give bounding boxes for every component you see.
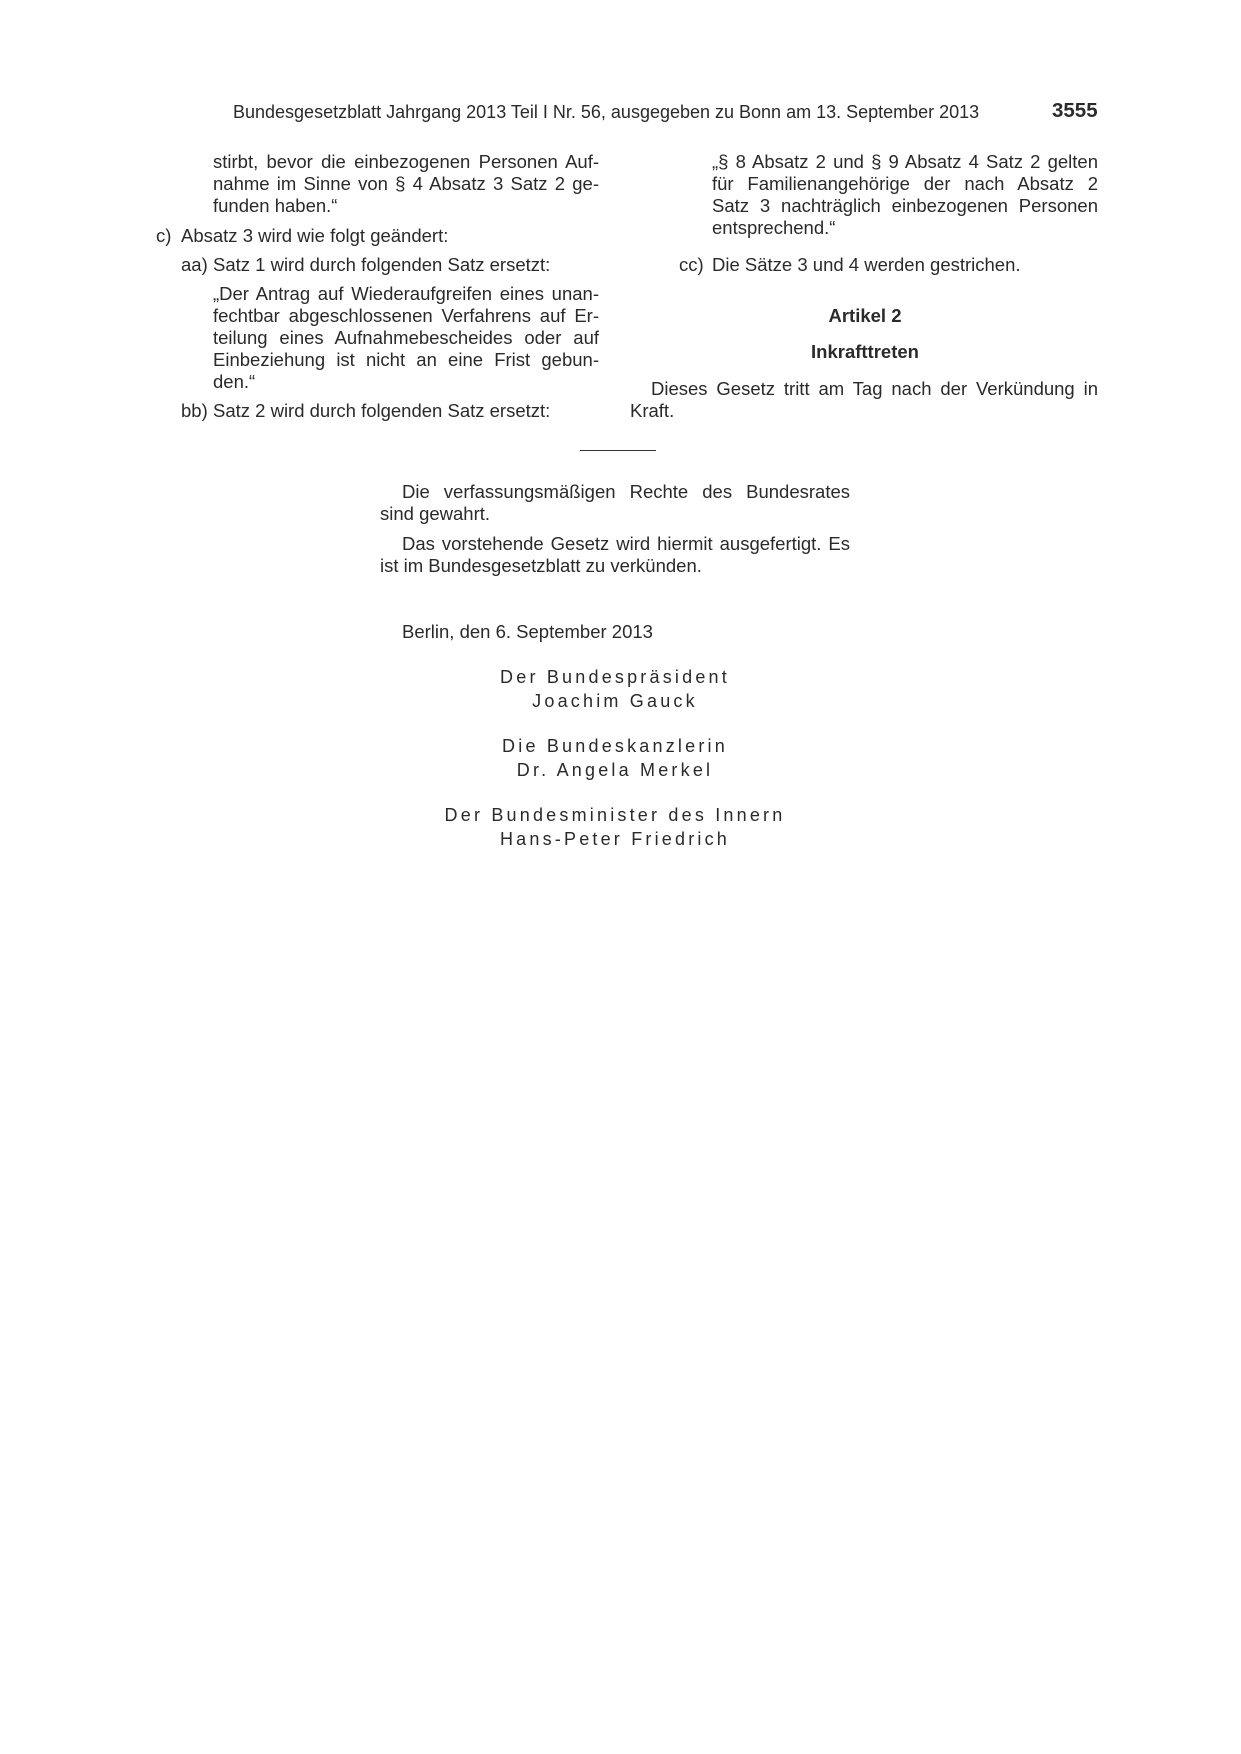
item-cc-text: Die Sätze 3 und 4 werden gestrichen.	[712, 254, 1021, 275]
article-heading: Artikel 2	[828, 305, 902, 326]
page-number: 3555	[1052, 99, 1098, 122]
quote-line: für Familienangehörige der nach Absatz 2	[712, 173, 1098, 194]
continuation-line: funden haben.“	[213, 195, 338, 216]
article-text-line: Kraft.	[630, 400, 675, 421]
item-bb-marker: bb)	[181, 400, 208, 421]
item-aa-marker: aa)	[181, 254, 208, 275]
quote-line: „§ 8 Absatz 2 und § 9 Absatz 4 Satz 2 gelten	[712, 151, 1098, 172]
quote-line: teilung eines Aufnahmebescheides oder auf	[213, 327, 599, 348]
item-cc-marker: cc)	[679, 254, 704, 275]
signature-name: Dr. Angela Merkel	[516, 760, 714, 780]
closing-line: ist im Bundesgesetzblatt zu verkünden.	[380, 555, 702, 576]
signature-name: Hans-Peter Friedrich	[499, 829, 731, 849]
article-title: Inkrafttreten	[811, 341, 919, 362]
continuation-line: nahme im Sinne von § 4 Absatz 3 Satz 2 ge-	[213, 173, 599, 194]
signature-title: Der Bundespräsident	[500, 667, 730, 687]
quote-line: fechtbar abgeschlossenen Verfahrens auf Er-	[213, 305, 599, 326]
closing-line: sind gewahrt.	[380, 503, 491, 524]
item-c-text: Absatz 3 wird wie folgt geändert:	[181, 225, 449, 246]
closing-line: Das vorstehende Gesetz wird hiermit ausgefertigt. Es	[402, 533, 850, 554]
quote-line: Einbeziehung ist nicht an eine Frist gebun-	[213, 349, 599, 370]
signature-name: Joachim Gauck	[532, 691, 698, 711]
closing-line: Die verfassungsmäßigen Rechte des Bundesrates	[402, 481, 850, 502]
continuation-line: stirbt, bevor die einbezogenen Personen Auf-	[213, 151, 599, 172]
signature-title: Die Bundeskanzlerin	[502, 736, 728, 756]
quote-line: den.“	[213, 371, 256, 392]
place-date: Berlin, den 6. September 2013	[402, 621, 653, 642]
signature-title: Der Bundesminister des Innern	[444, 805, 786, 825]
header-title: Bundesgesetzblatt Jahrgang 2013 Teil I Nr. 56, ausgegeben zu Bonn am 13. September 2013	[233, 102, 980, 122]
article-text-line: Dieses Gesetz tritt am Tag nach der Verkündung in	[651, 378, 1098, 399]
item-aa-text: Satz 1 wird durch folgenden Satz ersetzt:	[213, 254, 551, 275]
quote-line: entsprechend.“	[712, 217, 836, 238]
item-bb-text: Satz 2 wird durch folgenden Satz ersetzt:	[213, 400, 551, 421]
quote-line: Satz 3 nachträglich einbezogenen Personen	[712, 195, 1098, 216]
item-c-marker: c)	[156, 225, 172, 246]
separator-rule	[580, 450, 656, 451]
quote-line: „Der Antrag auf Wiederaufgreifen eines unan-	[213, 283, 599, 304]
